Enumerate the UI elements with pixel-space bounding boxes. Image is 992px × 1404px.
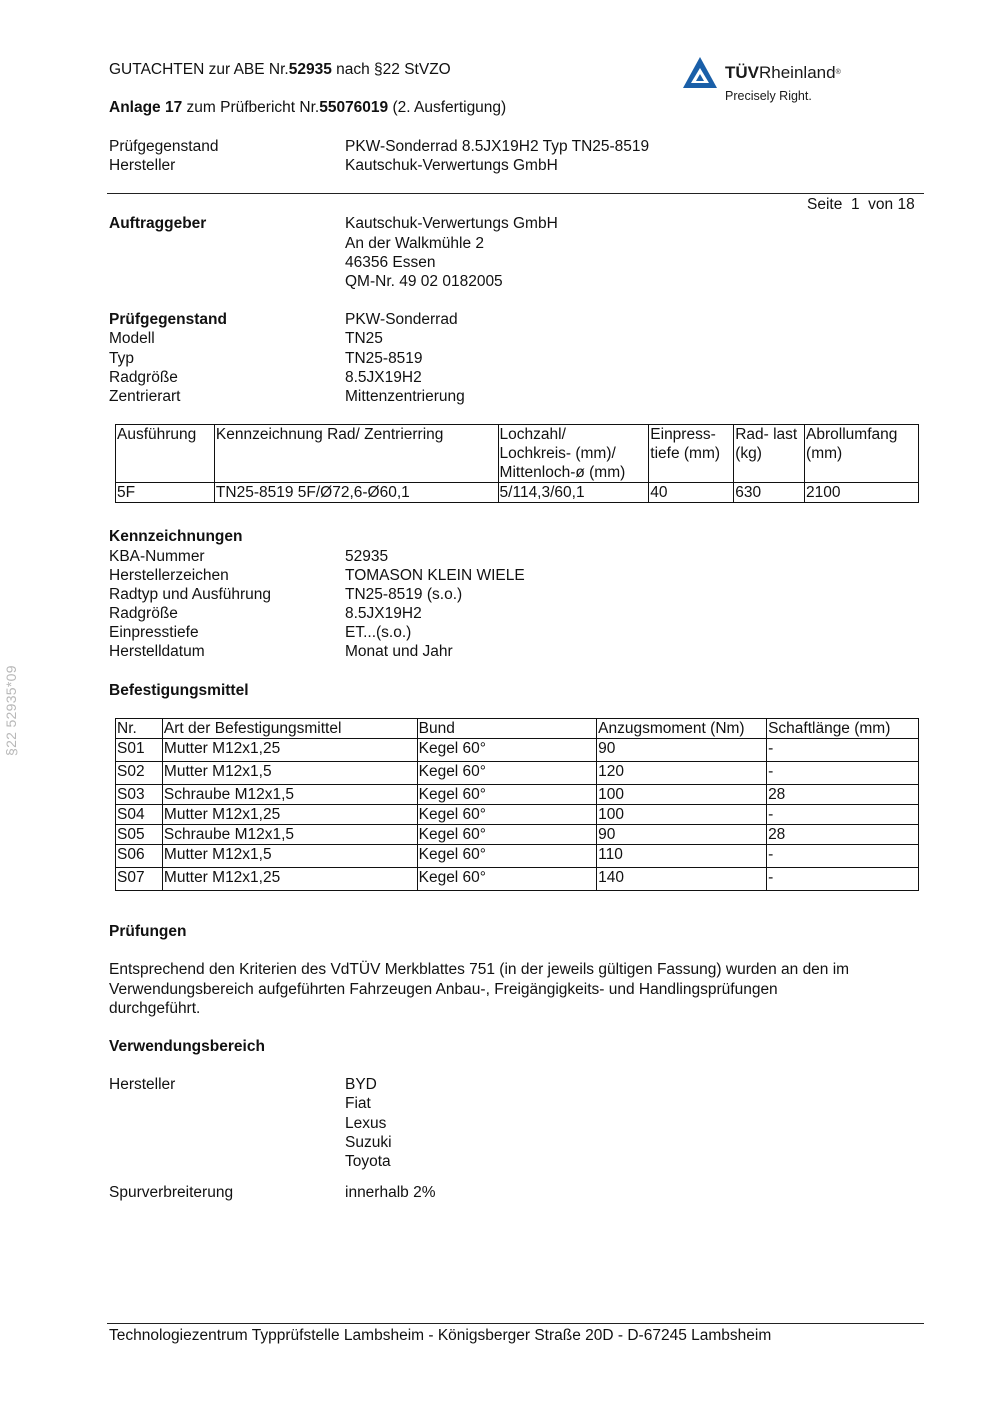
triangle-logo-icon bbox=[681, 55, 719, 91]
mark-label: Einpresstiefe bbox=[109, 624, 199, 641]
table-cell: - bbox=[767, 868, 919, 891]
table-header-cell: Abrollumfang (mm) bbox=[805, 425, 919, 483]
table-cell: - bbox=[767, 762, 919, 785]
table-cell: Kegel 60° bbox=[417, 762, 597, 785]
table-cell: S02 bbox=[116, 762, 163, 785]
table-cell: S05 bbox=[116, 825, 163, 845]
table-cell: Kegel 60° bbox=[417, 739, 597, 762]
spec-value: Mittenzentrierung bbox=[345, 388, 465, 405]
spec-value: TN25-8519 bbox=[345, 350, 423, 367]
table-cell: Kegel 60° bbox=[417, 868, 597, 891]
manufacturer-item: BYD bbox=[345, 1076, 377, 1093]
pruefungen-title: Prüfungen bbox=[109, 923, 187, 940]
table-header-cell: Schaftlänge (mm) bbox=[767, 719, 919, 739]
mark-value: TN25-8519 (s.o.) bbox=[345, 586, 463, 603]
pruefgegenstand-value: PKW-Sonderrad bbox=[345, 311, 458, 328]
table-row bbox=[116, 483, 919, 503]
mark-label: KBA-Nummer bbox=[109, 548, 205, 565]
manufacturer-item: Fiat bbox=[345, 1095, 371, 1112]
auftraggeber-line: 46356 Essen bbox=[345, 254, 436, 271]
spec-label: Radgröße bbox=[109, 369, 178, 386]
annex-line: Anlage 17 zum Prüfbericht Nr.55076019 (2. Ausfertigung) bbox=[109, 99, 507, 116]
logo-wordmark: TÜVRheinland® bbox=[725, 63, 841, 82]
table-cell: 5F bbox=[116, 483, 215, 503]
table-cell: 100 bbox=[597, 785, 767, 805]
mark-value: 8.5JX19H2 bbox=[345, 605, 422, 622]
table-cell: 2100 bbox=[805, 483, 919, 503]
table-cell: 110 bbox=[597, 845, 767, 868]
page-number: Seite 1 von 18 bbox=[807, 196, 915, 213]
table-cell: Mutter M12x1,5 bbox=[162, 845, 417, 868]
mark-label: Radtyp und Ausführung bbox=[109, 586, 272, 603]
wheel-table bbox=[115, 424, 919, 503]
table-cell: Kegel 60° bbox=[417, 805, 597, 825]
table-cell: Schraube M12x1,5 bbox=[162, 825, 417, 845]
table-cell: Mutter M12x1,25 bbox=[162, 739, 417, 762]
footer-divider bbox=[107, 1323, 924, 1324]
table-cell: 100 bbox=[597, 805, 767, 825]
side-stamp: §22 52935*09 bbox=[3, 665, 19, 756]
spec-value: 8.5JX19H2 bbox=[345, 369, 422, 386]
mark-value: 52935 bbox=[345, 548, 389, 565]
table-cell: TN25-8519 5F/Ø72,6-Ø60,1 bbox=[214, 483, 498, 503]
table-row bbox=[116, 785, 919, 805]
spur-label: Spurverbreiterung bbox=[109, 1184, 234, 1201]
logo-tagline: Precisely Right. bbox=[725, 89, 812, 103]
table-cell: S01 bbox=[116, 739, 163, 762]
table-cell: Mutter M12x1,25 bbox=[162, 868, 417, 891]
mark-value: ET...(s.o.) bbox=[345, 624, 412, 641]
mark-label: Radgröße bbox=[109, 605, 178, 622]
spec-label: Modell bbox=[109, 330, 155, 347]
header-row-label: Hersteller bbox=[109, 157, 176, 174]
table-header-cell: Bund bbox=[417, 719, 597, 739]
table-cell: Mutter M12x1,5 bbox=[162, 762, 417, 785]
table-header-cell: Nr. bbox=[116, 719, 163, 739]
tuv-rheinland-logo bbox=[681, 55, 871, 105]
mark-label: Herstelldatum bbox=[109, 643, 205, 660]
table-cell: - bbox=[767, 845, 919, 868]
befestigung-title: Befestigungsmittel bbox=[109, 682, 249, 699]
table-cell: S04 bbox=[116, 805, 163, 825]
header-row-value: PKW-Sonderrad 8.5JX19H2 Typ TN25-8519 bbox=[345, 138, 650, 155]
pruefgegenstand-label: Prüfgegenstand bbox=[109, 311, 227, 328]
table-cell: Kegel 60° bbox=[417, 825, 597, 845]
hersteller-label: Hersteller bbox=[109, 1076, 176, 1093]
table-header-cell: Kennzeichnung Rad/ Zentrierring bbox=[214, 425, 498, 483]
kennzeichnungen-title: Kennzeichnungen bbox=[109, 528, 243, 545]
fastener-table-header bbox=[116, 719, 919, 739]
auftraggeber-line: An der Walkmühle 2 bbox=[345, 235, 484, 252]
table-cell: S06 bbox=[116, 845, 163, 868]
auftraggeber-label: Auftraggeber bbox=[109, 215, 207, 232]
table-cell: 28 bbox=[767, 825, 919, 845]
pruefungen-text-line: durchgeführt. bbox=[109, 1000, 201, 1017]
header-row-value: Kautschuk-Verwertungs GmbH bbox=[345, 157, 558, 174]
table-cell: Schraube M12x1,5 bbox=[162, 785, 417, 805]
table-cell: 630 bbox=[734, 483, 805, 503]
wheel-table-header bbox=[116, 425, 919, 483]
header-row-label: Prüfgegenstand bbox=[109, 138, 219, 155]
spec-label: Zentrierart bbox=[109, 388, 181, 405]
header-divider bbox=[107, 193, 924, 194]
table-cell: 90 bbox=[597, 739, 767, 762]
table-cell: 40 bbox=[649, 483, 734, 503]
table-header-cell: Einpress- tiefe (mm) bbox=[649, 425, 734, 483]
spec-value: TN25 bbox=[345, 330, 383, 347]
table-cell: 140 bbox=[597, 868, 767, 891]
table-cell: S03 bbox=[116, 785, 163, 805]
table-cell: Kegel 60° bbox=[417, 845, 597, 868]
table-header-cell: Rad- last (kg) bbox=[734, 425, 805, 483]
spec-label: Typ bbox=[109, 350, 134, 367]
table-row bbox=[116, 739, 919, 762]
table-cell: 5/114,3/60,1 bbox=[498, 483, 649, 503]
table-cell: - bbox=[767, 739, 919, 762]
table-row bbox=[116, 845, 919, 868]
table-header-cell: Lochzahl/ Lochkreis- (mm)/ Mittenloch-ø (mm) bbox=[498, 425, 649, 483]
table-cell: - bbox=[767, 805, 919, 825]
table-header-cell: Art der Befestigungsmittel bbox=[162, 719, 417, 739]
table-cell: 90 bbox=[597, 825, 767, 845]
report-title: GUTACHTEN zur ABE Nr.52935 nach §22 StVZO bbox=[109, 61, 451, 78]
fastener-table bbox=[115, 718, 919, 891]
table-row bbox=[116, 805, 919, 825]
verwendungsbereich-title: Verwendungsbereich bbox=[109, 1038, 265, 1055]
footer-address: Technologiezentrum Typprüfstelle Lambsheim - Königsberger Straße 20D - D-67245 Lambsheim bbox=[109, 1327, 772, 1344]
manufacturer-item: Toyota bbox=[345, 1153, 391, 1170]
auftraggeber-line: Kautschuk-Verwertungs GmbH bbox=[345, 215, 558, 232]
mark-value: Monat und Jahr bbox=[345, 643, 453, 660]
manufacturer-item: Suzuki bbox=[345, 1134, 392, 1151]
table-row bbox=[116, 825, 919, 845]
manufacturer-item: Lexus bbox=[345, 1115, 387, 1132]
pruefungen-text-line: Verwendungsbereich aufgeführten Fahrzeugen Anbau-, Freigängigkeits- und Handlingsprüfungen bbox=[109, 981, 778, 998]
table-cell: Mutter M12x1,25 bbox=[162, 805, 417, 825]
table-row bbox=[116, 868, 919, 891]
table-row bbox=[116, 762, 919, 785]
mark-label: Herstellerzeichen bbox=[109, 567, 229, 584]
table-cell: 28 bbox=[767, 785, 919, 805]
spur-value: innerhalb 2% bbox=[345, 1184, 436, 1201]
table-cell: 120 bbox=[597, 762, 767, 785]
mark-value: TOMASON KLEIN WIELE bbox=[345, 567, 525, 584]
pruefungen-text-line: Entsprechend den Kriterien des VdTÜV Merkblattes 751 (in der jeweils gültigen Fassung) wurden an den im bbox=[109, 961, 850, 978]
auftraggeber-line: QM-Nr. 49 02 0182005 bbox=[345, 273, 503, 290]
table-header-cell: Ausführung bbox=[116, 425, 215, 483]
table-cell: S07 bbox=[116, 868, 163, 891]
table-cell: Kegel 60° bbox=[417, 785, 597, 805]
table-header-cell: Anzugsmoment (Nm) bbox=[597, 719, 767, 739]
